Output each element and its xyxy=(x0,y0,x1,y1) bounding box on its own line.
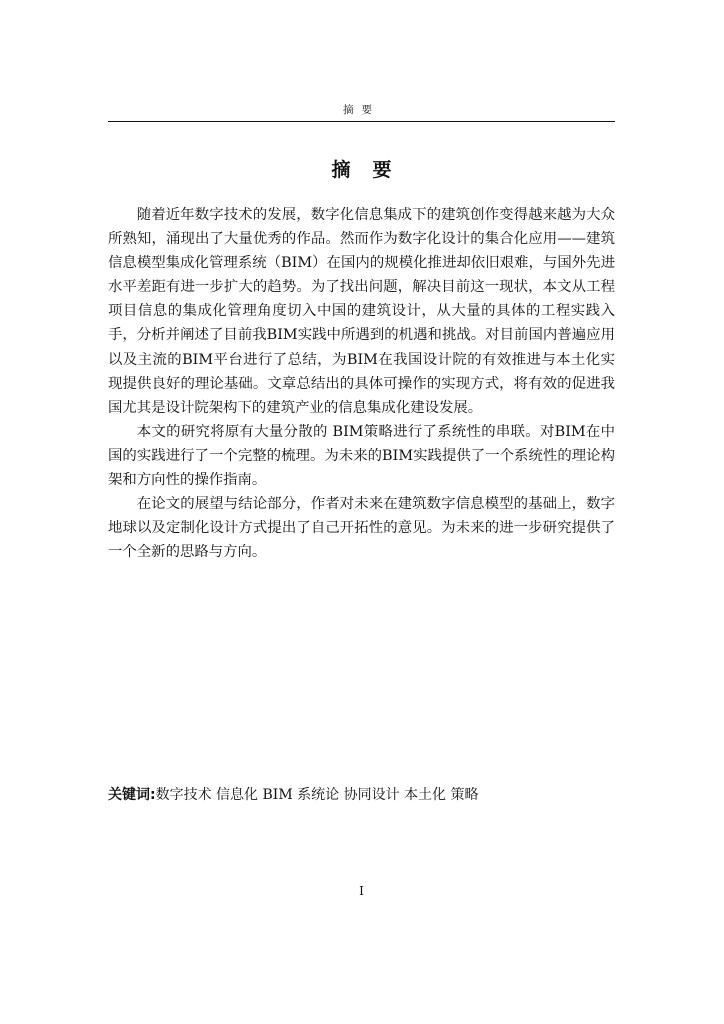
abstract-title: 摘要 xyxy=(331,159,414,181)
abstract-paragraph-3: 在论文的展望与结论部分，作者对未来在建筑数字信息模型的基础上，数字地球以及定制化设计方式提出了自己开拓性的意见。为未来的进一步研究提供了一个全新的思路与方向。 xyxy=(108,496,615,561)
page-number: I xyxy=(359,884,364,898)
abstract-paragraph-2: 本文的研究将原有大量分散的 BIM策略进行了系统性的串联。对BIM在中国的实践进行了一个完整的梳理。为未来的BIM实践提供了一个系统性的理论构架和方向性的操作指南。 xyxy=(108,423,615,489)
keywords-text: 数字技术 信息化 BIM 系统论 协同设计 本土化 策略 xyxy=(155,787,479,803)
keywords-label: 关键词: xyxy=(108,787,156,803)
running-header: 摘要 xyxy=(343,104,380,116)
keywords-line xyxy=(108,785,615,805)
header-rule xyxy=(108,121,615,122)
abstract-body xyxy=(108,203,615,564)
abstract-paragraph-1: 随着近年数字技术的发展，数字化信息集成下的建筑创作变得越来越为大众所熟知，涌现出了大量优秀的作品。然而作为数字化设计的集合化应用——建筑信息模型集成化管理系统（BIM）在国内的规模化推进却依旧艰难，与国外先进水平差距有进一步扩大的趋势。为了找出问题，解决目前这一现状，本文从工程项目信息的集成化管理角度切入中国的建筑设计，从大量的具体的工程实践入手，分析并阐述了目前我BIM实践中所遇到的机遇和挑战。对目前国内普遍应用以及主流的BIM平台进行了总结，为BIM在我国设计院的有效推进与本土化实现提供良好的理论基础。文章总结出的具体可操作的实现方式，将有效的促进我国尤其是设计院架构下的建筑产业的信息集成化建设发展。 xyxy=(108,207,615,416)
